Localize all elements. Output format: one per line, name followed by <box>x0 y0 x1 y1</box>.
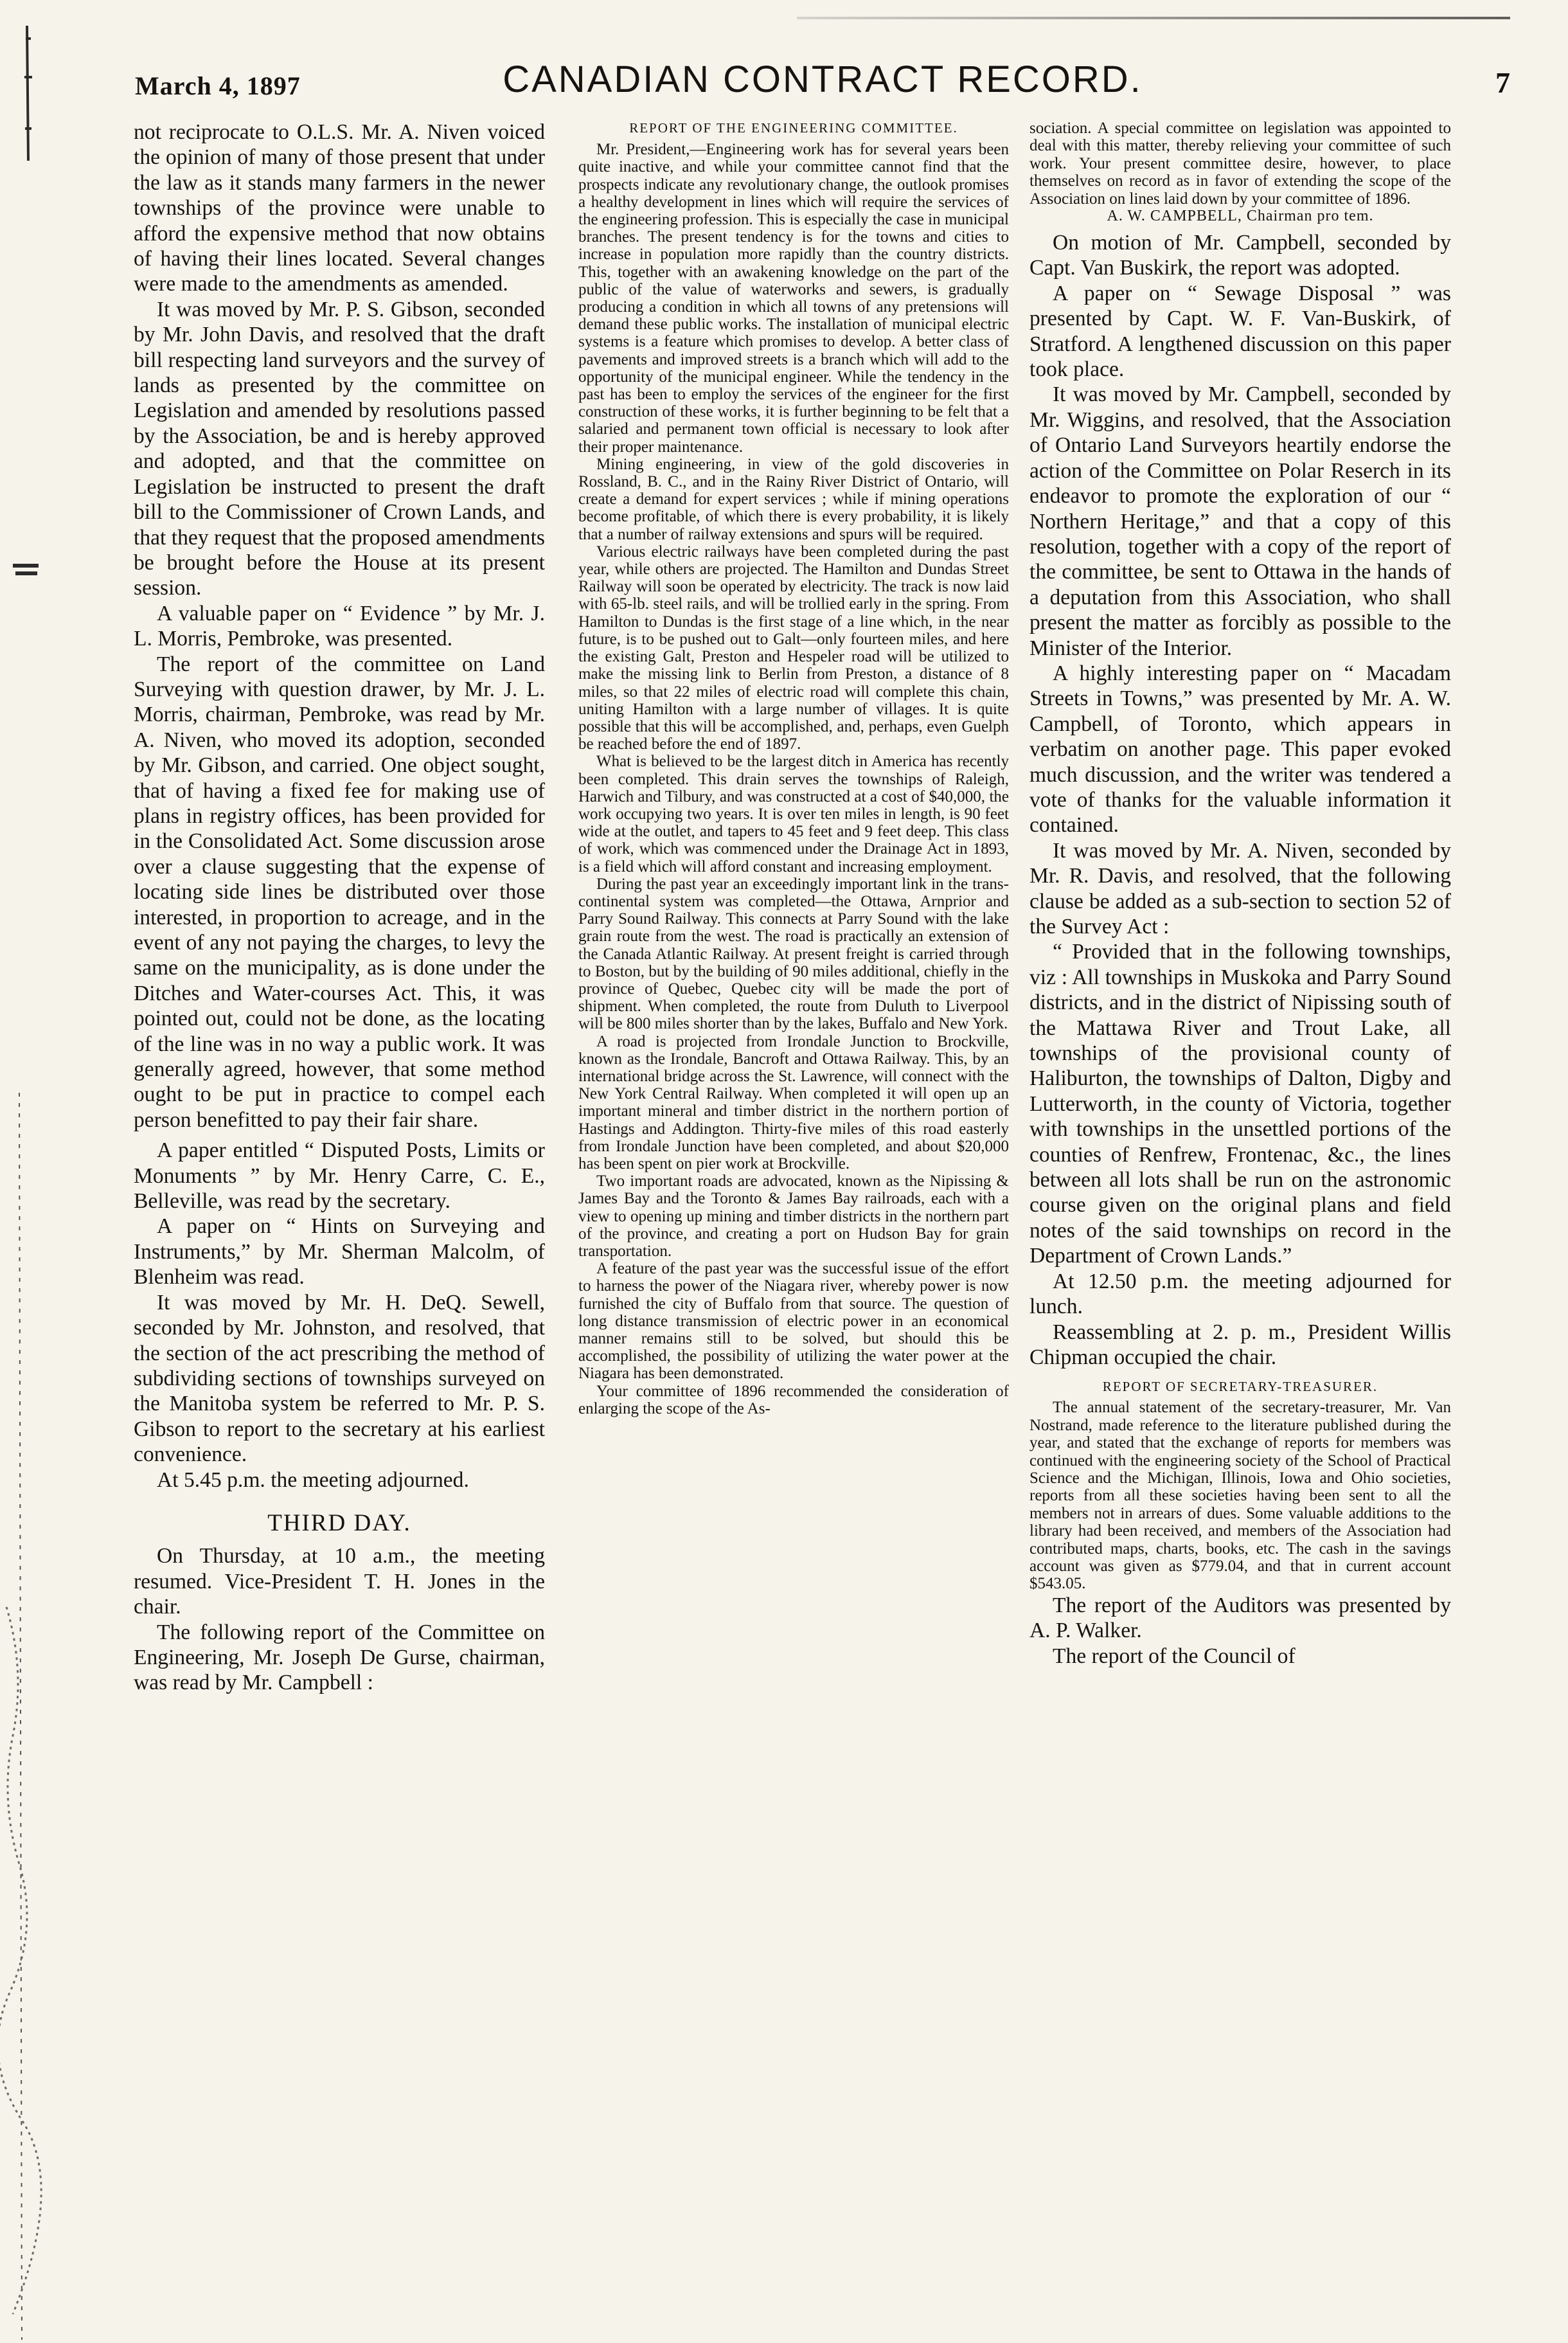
paragraph: A road is projected from Irondale Junction to Brockville, known as the Irondale, Bancroft and Ottawa Railway. This, by an international bridge across the St. Lawrence, will connect with the New York Central Railway. When completed it will open up an important mineral and timber district in the northern portion of Hastings and Addington. Thirty-five miles of this road easterly from Irondale Junction have been completed, and about $20,000 has been spent on pier work at Brockville. <box>578 1032 1009 1172</box>
paragraph: A paper on “ Hints on Surveying and Instruments,” by Mr. Sherman Malcolm, of Blenheim was read. <box>134 1214 545 1289</box>
middle-column <box>578 120 1009 2324</box>
paragraph: The following report of the Committee on Engineering, Mr. Joseph De Gurse, chairman, was read by Mr. Campbell : <box>134 1620 545 1695</box>
paragraph: A highly interesting paper on “ Macadam Streets in Towns,” was presented by Mr. A. W. Campbell, of Toronto, which appears in verbatim on another page. This paper evoked much discussion, and the writer was tendered a vote of thanks for the valuable information it contained. <box>1029 661 1451 838</box>
paragraph: It was moved by Mr. P. S. Gibson, seconded by Mr. John Davis, and resolved that the draft bill respecting land surveyors and the survey of lands as presented by the committee on Legislation and amended by resolutions passed by the Association, be and is hereby approved and adopted, and that the committee on Legislation be instructed to present the draft bill to the Commissioner of Crown Lands, and that they request that the proposed amendments be brought before the House at its present session. <box>134 297 545 600</box>
paragraph: A valuable paper on “ Evidence ” by Mr. J. L. Morris, Pembroke, was presented. <box>134 601 545 651</box>
left-column <box>134 120 545 2324</box>
page-number: 7 <box>1495 66 1510 99</box>
binding-stitch-marks <box>0 0 58 2343</box>
paragraph: Mining engineering, in view of the gold discoveries in Rossland, B. C., and in the Rainy River District of Ontario, will create a demand for expert services ; while if mining operations become profitable, of which there is every probability, it is likely that a number of railway extensions and spurs will be required. <box>578 455 1009 543</box>
paragraph: Various electric railways have been completed during the past year, while others are projected. The Hamilton and Dundas Street Railway will soon be operated by electricity. The track is now laid with 65-lb. steel rails, and will be trollied early in the spring. From Hamilton to Dundas is the first stage of a line which, in the near future, is to be pushed out to Galt—only fourteen miles, and here the existing Galt, Preston and Hespeler road will be utilized to make the missing link to Berlin from Preston, a distance of 8 miles, so that 22 miles of electric road will complete this chain, uniting Hamilton with a large number of villages. It is quite possible that this will be accomplished, and, perhaps, even Guelph be reached before the end of 1897. <box>578 543 1009 753</box>
paragraph: It was moved by Mr. H. DeQ. Sewell, seconded by Mr. Johnston, and resolved, that the section of the act prescribing the method of subdividing sections of townships surveyed on the Manitoba system be referred to Mr. P. S. Gibson to report to the secretary at his earliest convenience. <box>134 1290 545 1467</box>
paragraph: It was moved by Mr. Campbell, seconded by Mr. Wiggins, and resolved, that the Association of Ontario Land Surveyors heartily endorse the action of the Committee on Polar Reserch in its endeavor to promote the exploration of our “ Northern Heritage,” and that a copy of this resolution, together with a copy of the report of the committee, be sent to Ottawa in the hands of a deputation from this Association, who shall present the matter as forcibly as possible to the Minister of the Interior. <box>1029 382 1451 660</box>
section-heading-secretary-treasurer: REPORT OF SECRETARY-TREASURER. <box>1102 1379 1378 1395</box>
spacer <box>134 1133 545 1138</box>
spacer <box>1029 225 1451 230</box>
paragraph: On motion of Mr. Campbell, seconded by Capt. Van Buskirk, the report was adopted. <box>1029 231 1451 280</box>
paragraph: At 12.50 p.m. the meeting adjourned for lunch. <box>1029 1269 1451 1319</box>
paragraph: The report of the Auditors was presented by A. P. Walker. <box>1029 1593 1451 1643</box>
paragraph: Mr. President,—Engineering work has for several years been quite inactive, and while your committee cannot find that the prospects indicate any revolutionary change, the outlook promises a healthy development in lines which will require the services of the engineering profession. This is especially the case in municipal branches. The present tendency is for the towns and cities to increase in population more rapidly than the country districts. This, together with an awakening knowledge on the part of the public of the value of waterworks and sewers, is gradually producing a condition in which all towns of any pretensions will demand these public works. The installation of municipal electric systems is a feature which promises to develop. A better class of pavements and improved streets is a branch which will add to the opportunity of the municipal engineer. While the tendency in the past has been to employ the services of the engineer for the first construction of these works, it is further beginning to be felt that a salaried and permanent town official is necessary to look after their proper maintenance. <box>578 141 1009 456</box>
paragraph: During the past year an exceedingly important link in the trans-continental system was completed—the Ottawa, Arnprior and Parry Sound Railway. This connects at Parry Sound with the lake grain route from the west. The road is practically an extension of the Canada Atlantic Railway. At present freight is carried through to Boston, but by the building of 90 miles additional, chiefly in the province of Quebec, Quebec city will be made the port of shipment. When completed, the route from Duluth to Liverpool will be 800 miles shorter than by the lakes, Buffalo and New York. <box>578 875 1009 1033</box>
paragraph: Your committee of 1896 recommended the consideration of enlarging the scope of the As- <box>578 1382 1009 1417</box>
issue-date: March 4, 1897 <box>135 71 301 100</box>
page-header <box>135 57 1510 116</box>
quoted-clause: “ Provided that in the following townships, viz : All townships in Muskoka and Parry Sound districts, and in the district of Nipissing south of the Mattawa River and Trout Lake, all townships of the provisional county of Haliburton, the townships of Dalton, Digby and Lutterworth, in the county of Victoria, together with townships in the unsettled portions of the counties of Renfrew, Frontenac, &c., the lines between all lots shall be run on the astronomic course given on the original plans and field notes of the said townships on record in the Department of Crown Lands.” <box>1029 940 1451 1268</box>
paragraph: A paper on “ Sewage Disposal ” was presented by Capt. W. F. Van-Buskirk, of Stratford. A lengthened discussion on this paper took place. <box>1029 281 1451 382</box>
spacer <box>1029 1370 1451 1379</box>
paragraph: What is believed to be the largest ditch in America has recently been completed. This drain serves the townships of Raleigh, Harwich and Tilbury, and was constructed at a cost of $40,000, the work occupying two years. It is over ten miles in length, is 90 feet wide at the outlet, and tapers to 45 feet and 9 feet deep. This class of work, which was commenced under the Drainage Act in 1893, is a field which will afford constant and increasing employment. <box>578 753 1009 875</box>
paragraph: A paper entitled “ Disputed Posts, Limits or Monuments ” by Mr. Henry Carre, C. E., Belleville, was read by the secretary. <box>134 1138 545 1214</box>
paragraph: Reassembling at 2. p. m., President Willis Chipman occupied the chair. <box>1029 1320 1451 1369</box>
top-edge-rule <box>797 17 1510 19</box>
section-heading-third-day: THIRD DAY. <box>267 1509 411 1536</box>
section-heading-engineering-report: REPORT OF THE ENGINEERING COMMITTEE. <box>629 120 958 136</box>
paragraph: It was moved by Mr. A. Niven, seconded by Mr. R. Davis, and resolved, that the following clause be added as a sub-section to section 52 of the Survey Act : <box>1029 838 1451 938</box>
paragraph: On Thursday, at 10 a.m., the meeting resumed. Vice-President T. H. Jones in the chair. <box>134 1544 545 1619</box>
report-signature: A. W. CAMPBELL, Chairman pro tem. <box>1107 208 1374 225</box>
paragraph: A feature of the past year was the successful issue of the effort to harness the power of the Niagara river, whereby power is now furnished the city of Buffalo from that source. The question of long distance transmission of electric power in an economical manner remains still to be solved, but should this be accomplished, the possibility of utilizing the water power at the Niagara has been demonstrated. <box>578 1260 1009 1383</box>
paragraph: At 5.45 p.m. the meeting adjourned. <box>157 1468 469 1492</box>
paragraph: not reciprocate to O.L.S. Mr. A. Niven voiced the opinion of many of those present that under the law as it stands many farmers in the newer townships of the province were unable to afford the expensive method that now obtains of having their lines located. Several changes were made to the amendments as amended. <box>134 120 545 296</box>
masthead-title: CANADIAN CONTRACT RECORD. <box>503 58 1143 100</box>
paragraph: The annual statement of the secretary-treasurer, Mr. Van Nostrand, made reference to the literature published during the year, and stated that the exchange of reports for members was continued with the engineering society of the School of Practical Science and the Michigan, Illinois, Iowa and Ohio societies, reports from all these societies having been sent to all the members not in arrears of dues. Some valuable additions to the library had been received, and members of the Association had contributed maps, charts, books, etc. The cash in the savings account was given as $779.04, and that in current account $543.05. <box>1029 1399 1451 1593</box>
paragraph: sociation. A special committee on legislation was appointed to deal with this matter, thereby relieving your committee of such work. Your present committee desire, however, to place themselves on record as in favor of extending the scope of the Association on lines laid down by your committee of 1896. <box>1029 120 1451 208</box>
paragraph: The report of the Council of <box>1053 1644 1296 1668</box>
paragraph: The report of the committee on Land Surveying with question drawer, by Mr. J. L. Morris, chairman, Pembroke, was read by Mr. A. Niven, who moved its adoption, seconded by Mr. Gibson, and carried. One object sought, that of having a fixed fee for making use of plans in registry offices, has been provided for in the Consolidated Act. Some discussion arose over a clause suggesting that the expense of locating side lines be distributed over those interested, in proportion to acreage, and in the event of any not paying the charges, to levy the same on the municipality, as is done under the Ditches and Water-courses Act. This, it was pointed out, could not be done, as the locating of the line was in no way a public work. It was generally agreed, however, that some method ought to be put in practice to compel each person benefitted to pay their fair share. <box>134 652 545 1132</box>
right-column <box>1029 120 1451 2324</box>
paragraph: Two important roads are advocated, known as the Nipissing & James Bay and the Toronto & James Bay railroads, each with a view to opening up mining and timber districts in the northern part of the province, and creating a port on Hudson Bay for grain transportation. <box>578 1172 1009 1260</box>
